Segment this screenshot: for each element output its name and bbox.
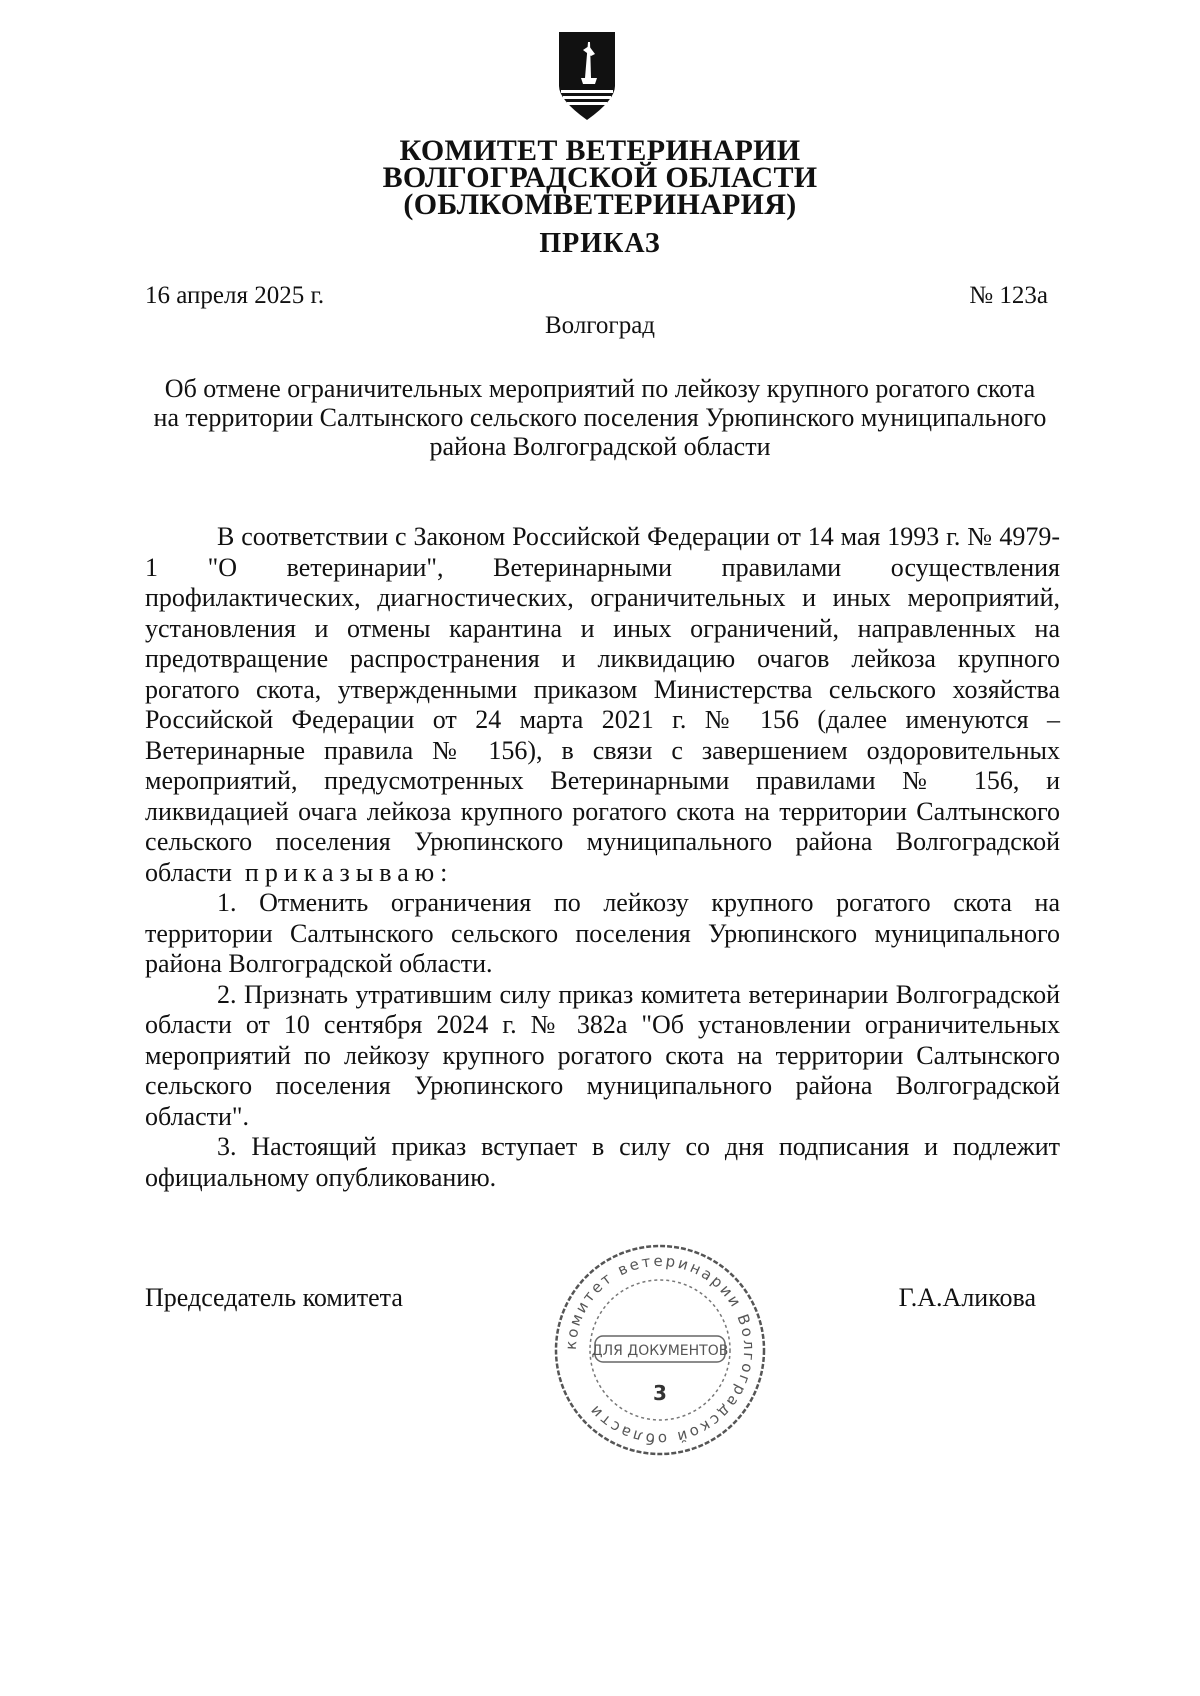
preamble-paragraph <box>145 522 1060 888</box>
stamp-ring-text: комитет ветеринарии Волгоградской области <box>561 1251 759 1449</box>
org-name-line1: КОМИТЕТ ВЕТЕРИНАРИИ <box>399 134 801 167</box>
official-stamp <box>550 1240 770 1460</box>
order-item-3: 3. Настоящий приказ вступает в силу со дня подписания и подлежит официальному опубликованию. <box>145 1132 1060 1192</box>
coat-of-arms-icon <box>555 28 619 124</box>
order-number: № 123а <box>969 282 1048 309</box>
order-city: Волгоград <box>544 312 656 339</box>
order-item-2: 2. Признать утратившим силу приказ комитета ветеринарии Волгоградской области от 10 сентября 2024 г. № 382а "Об установлении ограничительных мероприятий по лейкозу крупного рогатого скота на территории Салтынского сельского поселения Урюпинского муниципального района Волгоградской области". <box>145 979 1060 1131</box>
order-date: 16 апреля 2025 г. <box>145 282 325 309</box>
document-type-title: ПРИКАЗ <box>539 228 661 259</box>
order-body <box>145 522 1060 1193</box>
signatory-name: Г.А.Аликова <box>898 1283 1036 1312</box>
preamble-text: В соответствии с Законом Российской Федерации от 14 мая 1993 г. № 4979-1 "О ветеринарии", Ветеринарными правилами осуществления профилактических, диагностических, ограничительных и иных мероприятий, установления и отмены карантина и иных ограничений, направленных на предотвращение распространения и ликвидацию очагов лейкоза крупного рогатого скота, утвержденными приказом Министерства сельского хозяйства Российской Федерации от 24 марта 2021 г. № 156 (далее именуются – Ветеринарные правила № 156), в связи с завершением оздоровительных мероприятий, предусмотренных Ветеринарными правилами № 156, и ликвидацией очага лейкоза крупного рогатого скота на территории Салтынского сельского поселения Урюпинского муниципального района Волгоградской области <box>145 522 1060 887</box>
stamp-center-text: ДЛЯ ДОКУМЕНТОВ <box>591 1343 729 1359</box>
signatory-title: Председатель комитета <box>145 1283 403 1312</box>
org-name-line2: ВОЛГОГРАДСКОЙ ОБЛАСТИ <box>382 161 818 194</box>
order-subject: Об отмене ограничительных мероприятий по лейкозу крупного рогатого скота на территории Салтынского сельского поселения Урюпинского муниципального района Волгоградской области <box>153 374 1047 461</box>
order-item-1: 1. Отменить ограничения по лейкозу крупного рогатого скота на территории Салтынского сельского поселения Урюпинского муниципального района Волгоградской области. <box>145 888 1060 978</box>
order-word: приказываю: <box>244 857 454 887</box>
stamp-number: 3 <box>653 1381 667 1405</box>
org-name-line3: (ОБЛКОМВЕТЕРИНАРИЯ) <box>403 188 797 221</box>
